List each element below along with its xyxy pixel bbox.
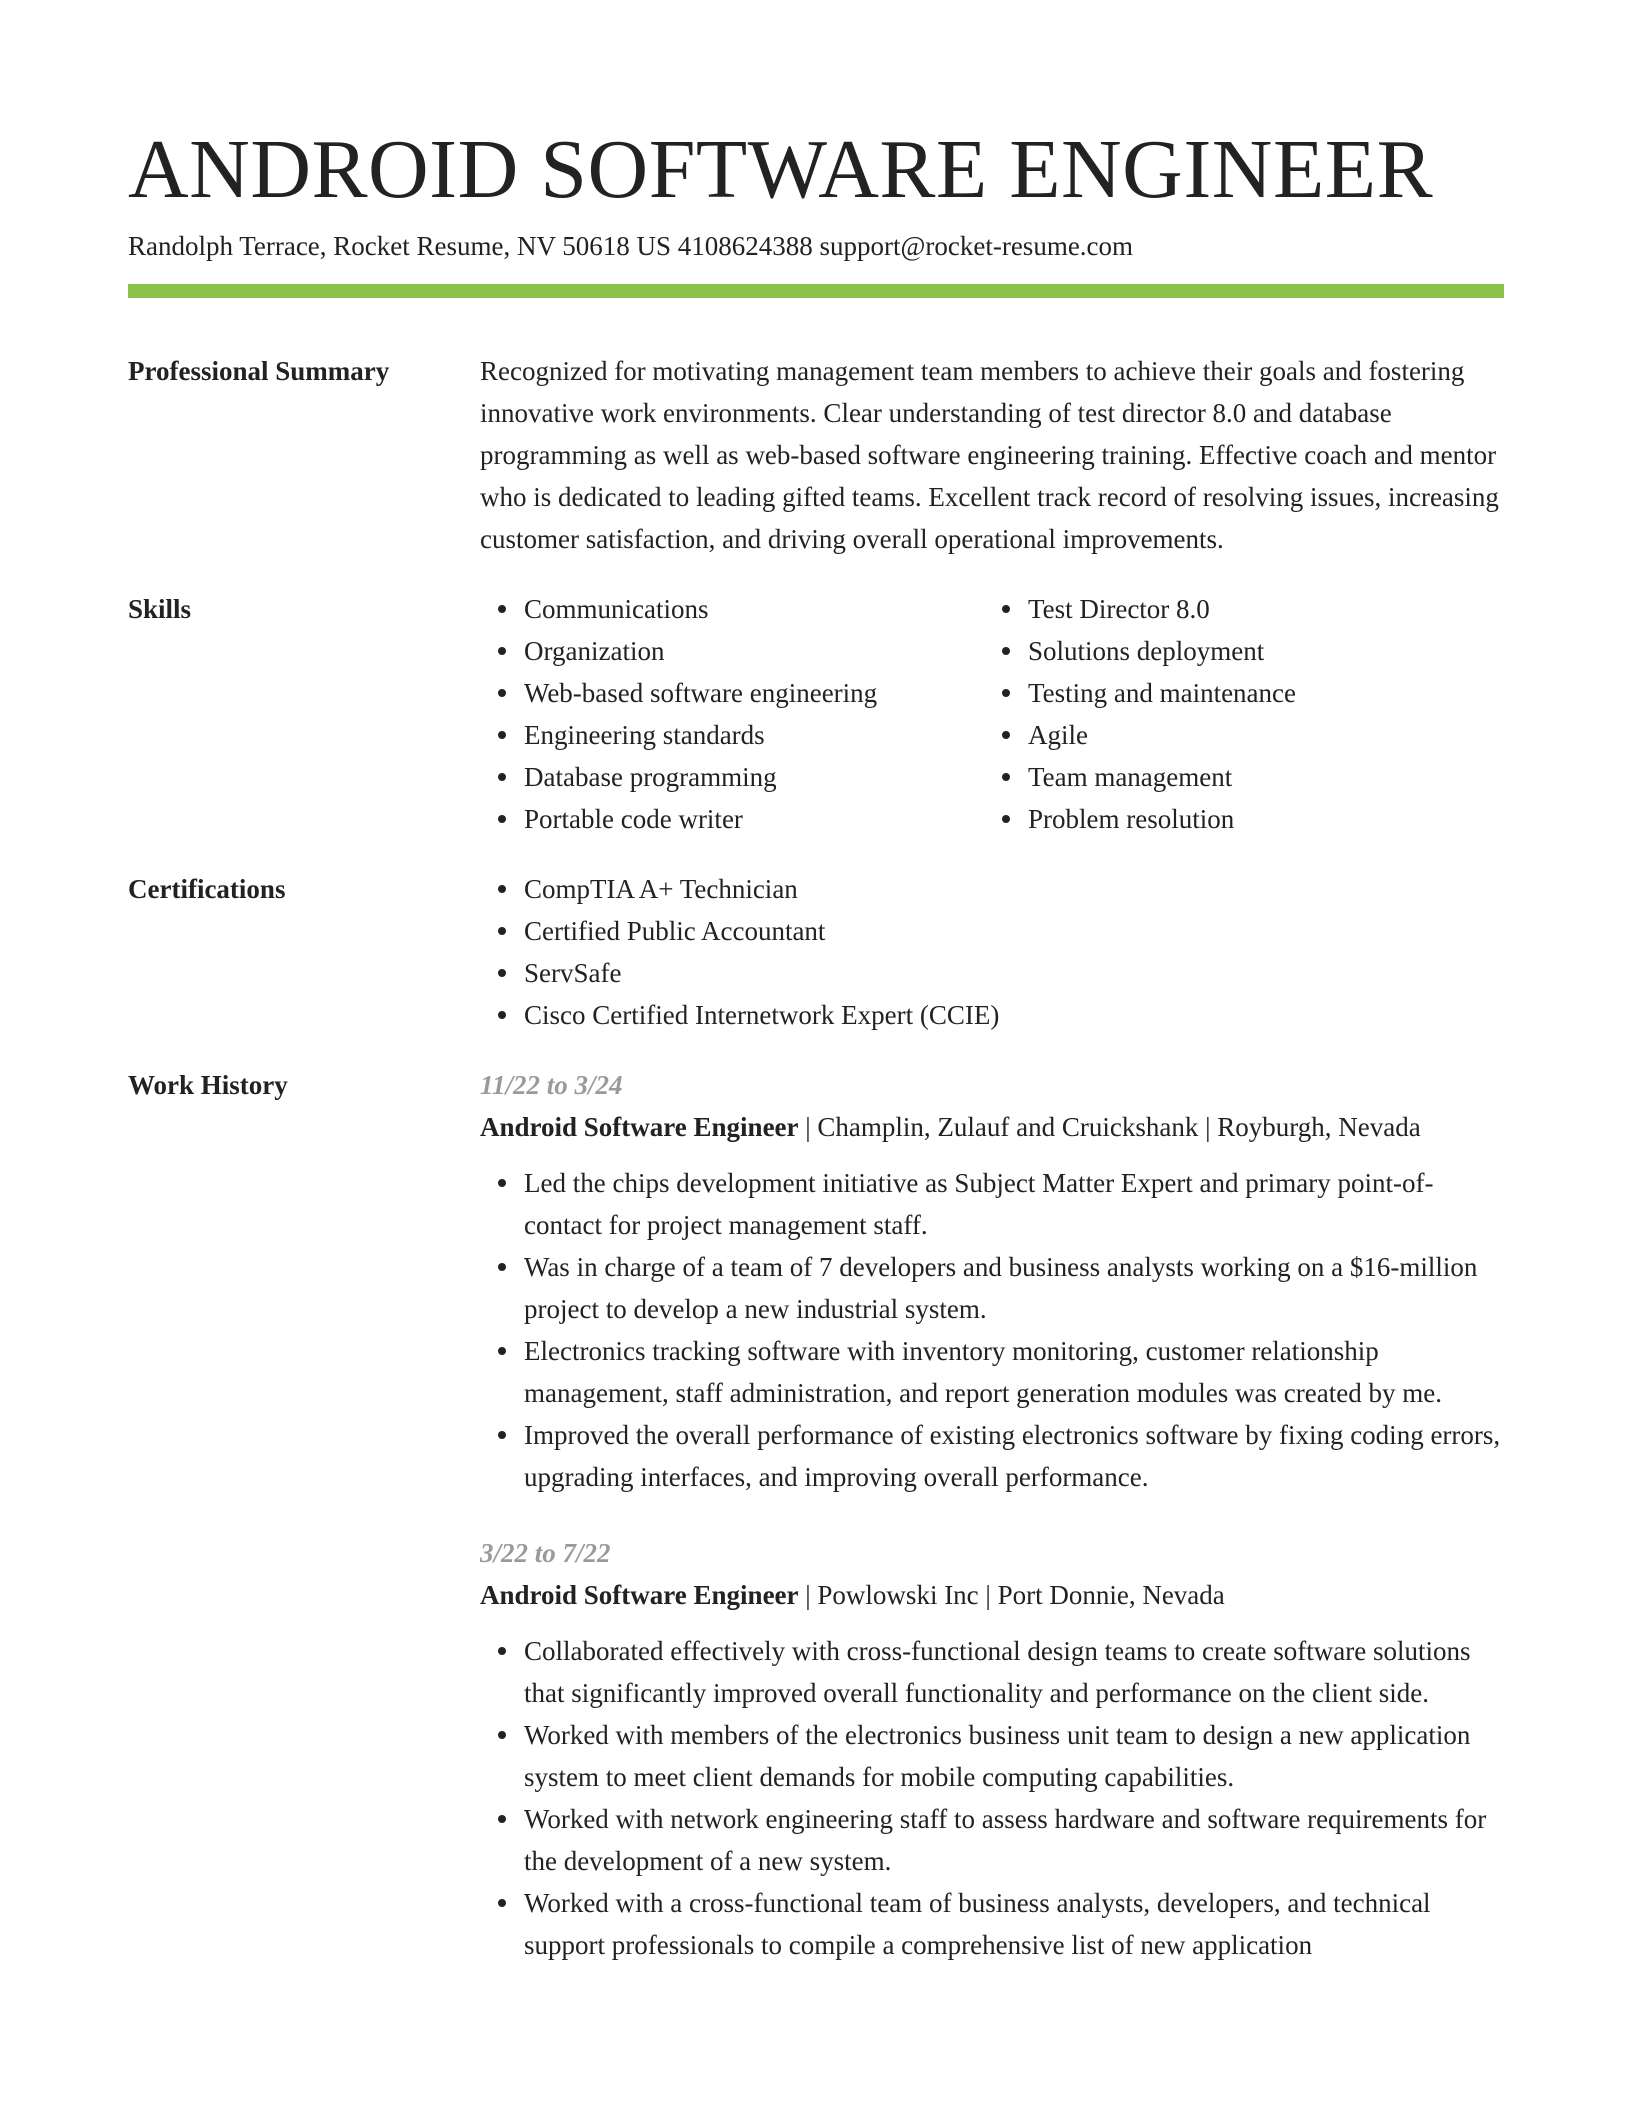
skills-heading: Skills [128,594,192,624]
skill-item: Portable code writer [524,798,984,840]
work-history-heading: Work History [128,1070,288,1100]
job-bullet: Worked with a cross-functional team of business analysts, developers, and technical support professionals to compile a comprehensive list of new application [524,1882,1504,1966]
certification-item: ServSafe [524,952,1504,994]
skill-item: Engineering standards [524,714,984,756]
job-bullet: Collaborated effectively with cross-functional design teams to create software solutions that significantly improved overall functionality and performance on the client side. [524,1630,1504,1714]
job-details: | Powlowski Inc | Port Donnie, Nevada [798,1580,1225,1610]
job-title: Android Software Engineer [480,1112,799,1142]
skill-item: Agile [1028,714,1488,756]
summary-heading: Professional Summary [128,356,390,386]
skill-item: Test Director 8.0 [1028,588,1488,630]
job-title-line [480,1106,1504,1148]
job-details: | Champlin, Zulauf and Cruickshank | Royburgh, Nevada [798,1112,1421,1142]
job-bullet: Was in charge of a team of 7 developers and business analysts working on a $16-million project to develop a new industrial system. [524,1246,1504,1330]
skill-item: Problem resolution [1028,798,1488,840]
job-bullet: Worked with members of the electronics business unit team to design a new application system to meet client demands for mobile computing capabilities. [524,1714,1504,1798]
job-entry [480,1064,1504,1498]
skill-item: Web-based software engineering [524,672,984,714]
job-title-line [480,1574,1504,1616]
job-entry [480,1532,1504,1966]
job-bullet: Electronics tracking software with inventory monitoring, customer relationship management, staff administration, and report generation modules was created by me. [524,1330,1504,1414]
job-bullet: Improved the overall performance of existing electronics software by fixing coding errors, upgrading interfaces, and improving overall performance. [524,1414,1504,1498]
work-history-section [128,1064,1504,2000]
job-dates: 3/22 to 7/22 [480,1538,611,1568]
skill-item: Solutions deployment [1028,630,1488,672]
certifications-section [128,868,1504,1036]
skill-item: Communications [524,588,984,630]
skills-list-right [984,588,1488,840]
skills-section [128,588,1504,840]
resume-title: ANDROID SOFTWARE ENGINEER [128,123,1434,216]
summary-section [128,350,1504,560]
skill-item: Database programming [524,756,984,798]
resume-page [128,120,1504,2028]
job-bullet: Worked with network engineering staff to assess hardware and software requirements for the development of a new system. [524,1798,1504,1882]
job-bullet: Led the chips development initiative as Subject Matter Expert and primary point-of-contact for project management staff. [524,1162,1504,1246]
job-bullets [480,1630,1504,1966]
certifications-list [480,868,1504,1036]
skills-list-left [480,588,984,840]
job-bullets [480,1162,1504,1498]
job-title: Android Software Engineer [480,1580,799,1610]
skill-item: Testing and maintenance [1028,672,1488,714]
job-dates: 11/22 to 3/24 [480,1070,623,1100]
certifications-heading: Certifications [128,874,286,904]
certification-item: Cisco Certified Internetwork Expert (CCIE) [524,994,1504,1036]
summary-text: Recognized for motivating management team members to achieve their goals and fostering innovative work environments. Clear understanding of test director 8.0 and database programming as well as web-based software engineering training. Effective coach and mentor who is dedicated to leading gifted teams. Excellent track record of resolving issues, increasing customer satisfaction, and driving overall operational improvements. [480,356,1499,554]
skill-item: Organization [524,630,984,672]
certification-item: CompTIA A+ Technician [524,868,1504,910]
certification-item: Certified Public Accountant [524,910,1504,952]
accent-divider [128,284,1504,298]
contact-line: Randolph Terrace, Rocket Resume, NV 50618 US 4108624388 support@rocket-resume.com [128,231,1134,261]
skill-item: Team management [1028,756,1488,798]
